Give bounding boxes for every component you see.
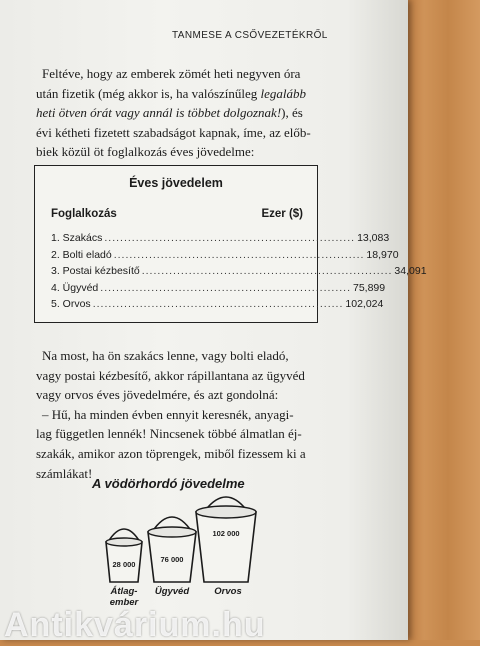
bucket-amount: 28 000 [112, 560, 136, 569]
dot-leader: ................................................................ [141, 265, 393, 277]
bucket-label-line: Ügyvéd [154, 586, 190, 597]
row-label: 2. Bolti eladó [51, 248, 112, 261]
bucket-label-average [104, 586, 144, 608]
bucket-label-line: Orvos [214, 586, 242, 597]
bucket-label-line: Átlag- [110, 586, 138, 597]
intro-line: Feltéve, hogy az emberek zömét heti negyven óra [42, 66, 301, 81]
paragraph-line: vagy orvos éves jövedelmére, és azt gondolná: [36, 387, 279, 403]
row-label: 3. Postai kézbesítő [51, 265, 140, 277]
quote-line: lag független lennék! Nincsenek többé álmatlan éj- [36, 426, 302, 442]
table-row [51, 298, 384, 315]
dot-leader: ................................................................ [100, 281, 351, 294]
second-paragraph [36, 346, 356, 483]
row-value: 34,091 [394, 265, 427, 277]
running-head: TANMESE A CSŐVEZETÉKRŐL [172, 30, 328, 41]
amount-column-header: Ezer ($) [261, 208, 303, 220]
intro-line: után fizetik (még akkor is, ha valószínűleg legalább [36, 85, 307, 101]
dot-leader: ................................................................ [113, 248, 365, 261]
bucket-figure-title: A vödörhordó jövedelme [92, 476, 245, 491]
row-value: 18,970 [366, 248, 399, 261]
wooden-background [400, 0, 480, 640]
row-value: 13,083 [357, 232, 390, 244]
bucket-label-doctor [206, 586, 250, 597]
bucket-label-lawyer [150, 586, 194, 597]
table-rows [51, 232, 427, 315]
row-value: 102,024 [345, 298, 384, 310]
bucket-illustration [92, 494, 262, 590]
intro-line: heti ötven órát vagy annál is többet dolgoznak!), és [36, 105, 303, 121]
bucket-label-line: ember [109, 597, 139, 608]
bucket-amount: 102 000 [212, 529, 240, 538]
bucket-lawyer [148, 517, 196, 582]
watermark: Antikvárium.hu [4, 606, 266, 644]
quote-line: – Hű, ha minden évben ennyit keresnék, anyagi- [42, 406, 294, 422]
row-label: 5. Orvos [51, 298, 91, 310]
bucket-doctor [196, 497, 256, 582]
paragraph-line: Na most, ha ön szakács lenne, vagy bolti eladó, [42, 348, 289, 363]
row-label: 4. Ügyvéd [51, 281, 99, 294]
occupation-column-header: Foglalkozás [51, 208, 117, 220]
row-value: 75,899 [352, 281, 386, 294]
paragraph-line: vagy postai kézbesítő, akkor rápillantana az ügyvéd [36, 367, 305, 383]
table-row [51, 265, 427, 282]
bucket-average [106, 529, 142, 582]
row-label: 1. Szakács [51, 232, 103, 244]
dot-leader: ................................................................ [104, 232, 356, 244]
intro-paragraph [36, 64, 356, 162]
table-title: Éves jövedelem [129, 176, 223, 190]
intro-line: biek közül öt foglalkozás éves jövedelme: [36, 144, 255, 160]
quote-line: szakák, amikor azon töprengek, miből fizessem ki a [36, 445, 306, 461]
table-row [51, 232, 390, 249]
dot-leader: ................................................................ [92, 298, 344, 310]
table-row [51, 248, 399, 266]
intro-line: évi kétheti fizetett szabadságot kapnak, íme, az előb- [36, 124, 311, 140]
income-table [34, 165, 427, 323]
quote-line: számlákat! [36, 465, 93, 481]
bucket-amount: 76 000 [160, 555, 184, 564]
table-row [51, 281, 386, 299]
